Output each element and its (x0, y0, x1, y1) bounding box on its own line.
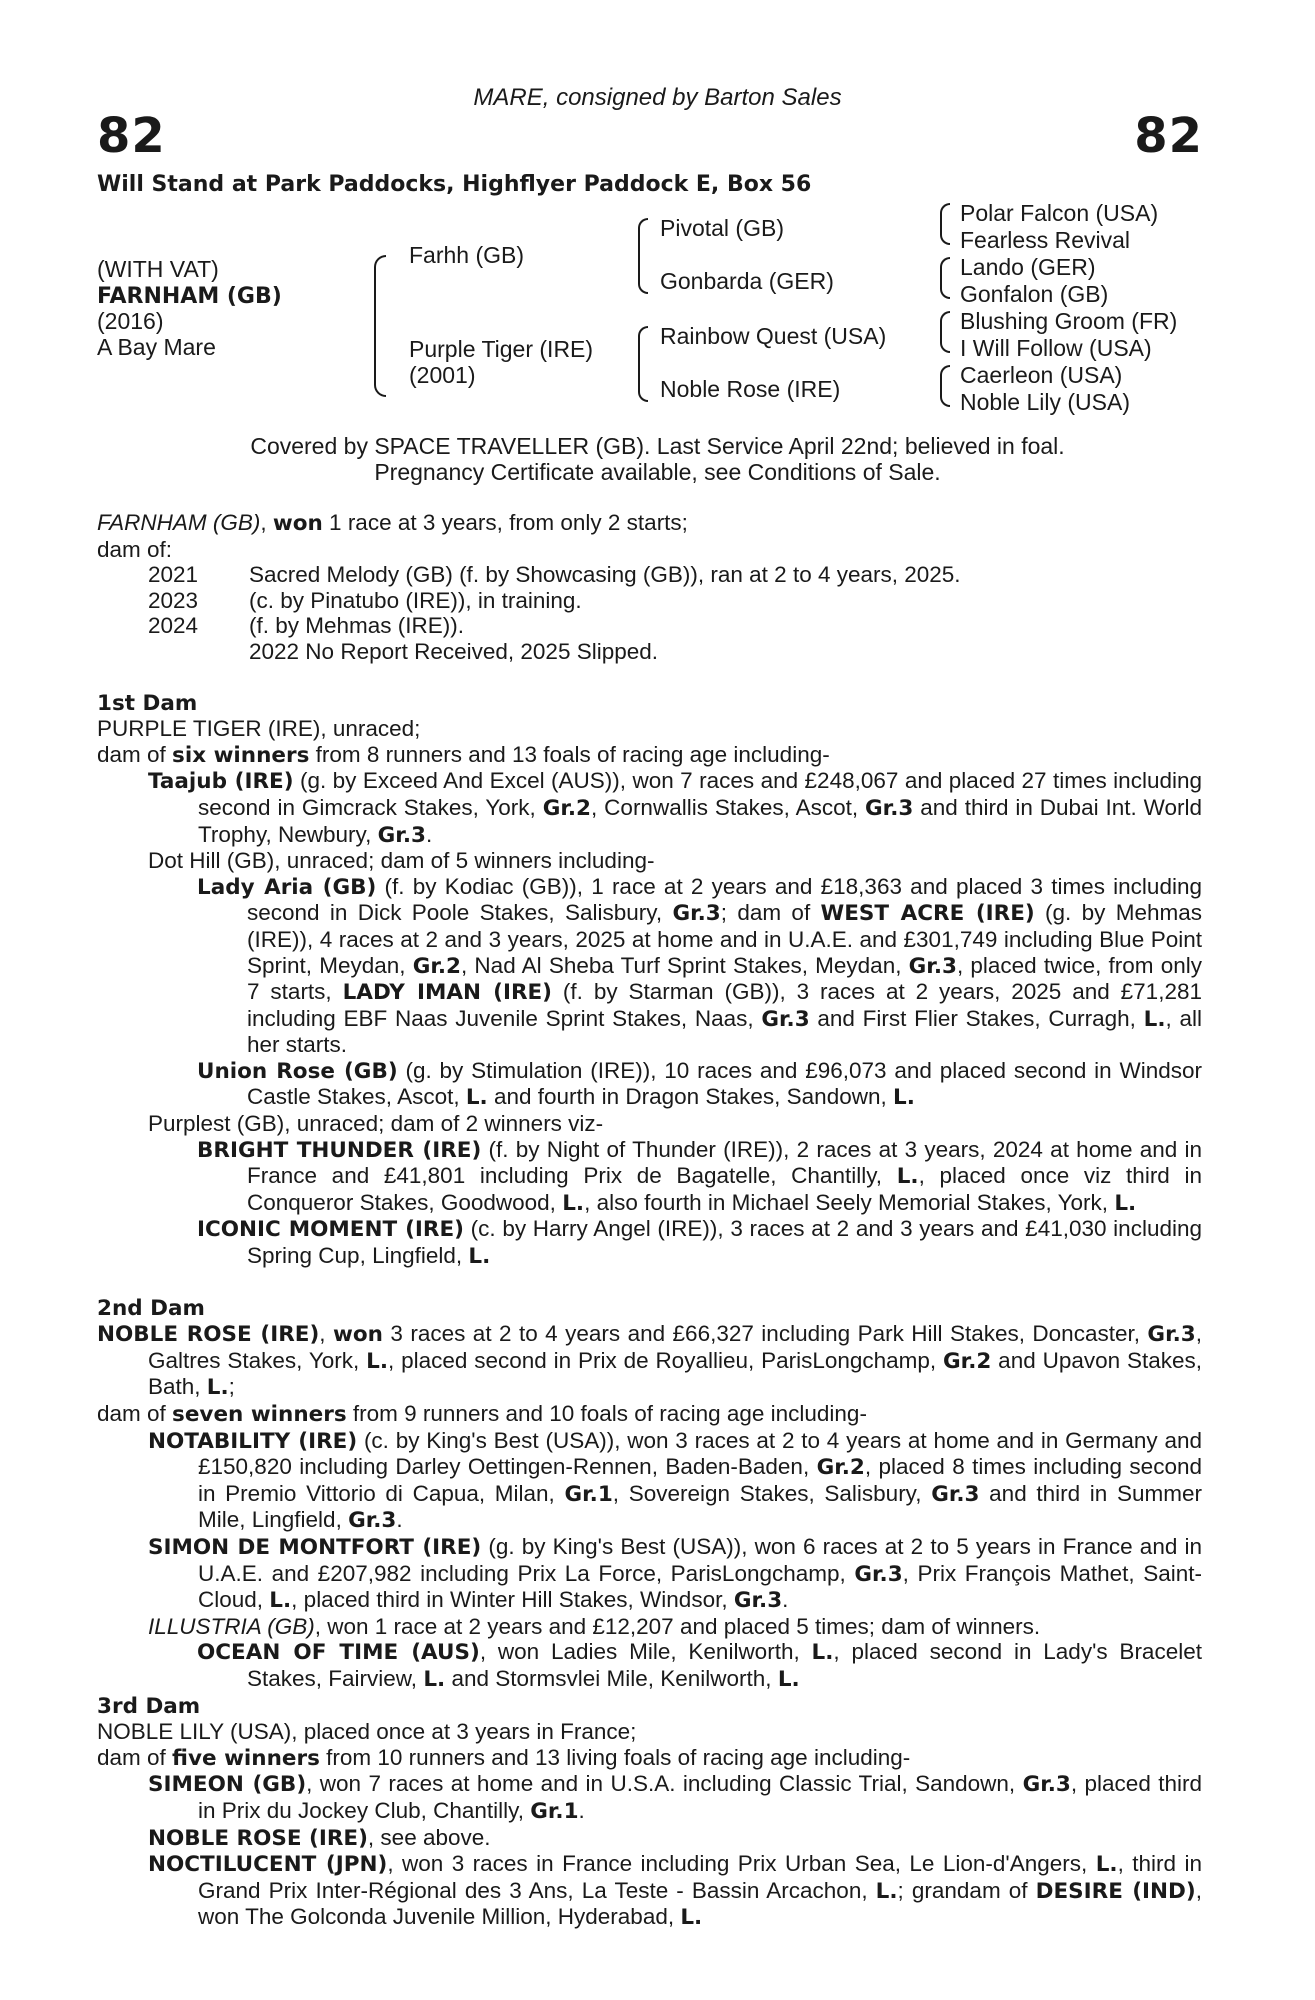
dam-of-label: dam of: (97, 536, 173, 562)
horse-description: A Bay Mare (97, 334, 216, 360)
produce-entry: ICONIC MOMENT (IRE) (c. by Harry Angel (IRE)), 3 races at 2 and 3 years and £41,030 including Spring Cup, Lingfield, L. (197, 1216, 1203, 1270)
ancestor-4: Gonfalon (GB) (960, 281, 1109, 307)
produce-entry: ILLUSTRIA (GB), won 1 race at 2 years and £12,207 and placed 5 times; dam of winners. (148, 1613, 1041, 1639)
third-dam-produce: dam of five winners from 10 runners and 13 living foals of racing age including- (97, 1744, 911, 1771)
third-dam-heading: 3rd Dam (97, 1693, 201, 1719)
sire-sire: Pivotal (GB) (660, 215, 784, 241)
ancestor-3: Lando (GER) (960, 254, 1096, 280)
dam-year: (2001) (409, 362, 476, 388)
foal-row: 2023 (c. by Pinatubo (IRE)), in training. (148, 587, 582, 613)
produce-entry: Dot Hill (GB), unraced; dam of 5 winners including- (148, 848, 655, 874)
mare-record: FARNHAM (GB), won 1 race at 3 years, from only 2 starts; (97, 510, 688, 536)
lot-number-left: 82 (97, 108, 166, 164)
produce-entry: Taajub (IRE) (g. by Exceed And Excel (AUS)), won 7 races and £248,067 and placed 27 times including second in Gimcrack Stakes, York, Gr.2, Cornwallis Stakes, Ascot, Gr.3 and third in Dubai Int. World Trophy, Newbury, Gr.3. (148, 768, 1203, 848)
catalogue-body (97, 510, 1202, 1931)
horse-name: FARNHAM (GB) (97, 284, 282, 309)
sire-name: Farhh (GB) (409, 242, 525, 268)
stand-location: Will Stand at Park Paddocks, Highflyer Paddock E, Box 56 (97, 172, 812, 197)
ancestor-8: Noble Lily (USA) (960, 389, 1130, 415)
horse-year: (2016) (97, 308, 164, 334)
ancestor-1: Polar Falcon (USA) (960, 200, 1159, 226)
bracket-generation-1 (374, 255, 386, 397)
produce-entry: SIMON DE MONTFORT (IRE) (g. by King's Best (USA)), won 6 races at 2 to 5 years in France and in U.A.E. and £207,982 including Prix La Force, ParisLongchamp, Gr.3, Prix François Mathet, Saint-Cloud, L., placed third in Winter Hill Stakes, Windsor, Gr.3. (148, 1533, 1202, 1614)
dam-dam: Noble Rose (IRE) (660, 376, 841, 402)
first-dam-produce: dam of six winners from 8 runners and 13 foals of racing age including- (97, 741, 830, 768)
bracket-sire-side (638, 218, 648, 294)
bracket-g3-2 (940, 257, 950, 299)
produce-entry: SIMEON (GB), won 7 races at home and in U.S.A. including Classic Trial, Sandown, Gr.3, placed third in Prix du Jockey Club, Chantilly, Gr.1. (148, 1771, 1202, 1824)
bracket-g3-4 (940, 365, 950, 407)
consignment-line: MARE, consigned by Barton Sales (473, 84, 842, 111)
ancestor-6: I Will Follow (USA) (960, 335, 1152, 361)
bracket-dam-side (638, 326, 648, 402)
produce-entry: Lady Aria (GB) (f. by Kodiac (GB)), 1 race at 2 years and £18,363 and placed 3 times including second in Dick Poole Stakes, Salisbury, Gr.3; dam of WEST ACRE (IRE) (g. by Mehmas (IRE)), 4 races at 2 and 3 years, 2025 at home and in U.A.E. and £301,749 including Blue Point Sprint, Meydan, Gr.2, Nad Al Sheba Turf Sprint Stakes, Meydan, Gr.3, placed twice, from only 7 starts, LADY IMAN (IRE) (f. by Starman (GB)), 3 races at 2 years, 2025 and £71,281 including EBF Naas Juvenile Sprint Stakes, Naas, Gr.3 and First Flier Stakes, Curragh, L., all her starts. (197, 873, 1203, 1058)
ancestor-7: Caerleon (USA) (960, 362, 1123, 388)
foal-note: 2022 No Report Received, 2025 Slipped. (249, 638, 659, 664)
produce-entry: OCEAN OF TIME (AUS), won Ladies Mile, Kenilworth, L., placed second in Lady's Bracelet Stakes, Fairview, L. and Stormsvlei Mile, Kenilworth, L. (197, 1639, 1202, 1692)
produce-entry: Purplest (GB), unraced; dam of 2 winners viz- (148, 1111, 604, 1137)
sire-dam: Gonbarda (GER) (660, 268, 834, 294)
covered-line: Covered by SPACE TRAVELLER (GB). Last Service April 22nd; believed in foal. (250, 433, 1065, 459)
first-dam-heading: 1st Dam (97, 690, 198, 716)
produce-entry: NOBLE ROSE (IRE), see above. (148, 1824, 491, 1851)
vat-label: (WITH VAT) (97, 256, 219, 282)
lot-number-right: 82 (1134, 108, 1203, 164)
ancestor-2: Fearless Revival (960, 227, 1130, 253)
second-dam-record: NOBLE ROSE (IRE), won 3 races at 2 to 4 years and £66,327 including Park Hill Stakes, Doncaster, Gr.3, Galtres Stakes, York, L., placed second in Prix de Royallieu, ParisLongchamp, Gr.2 and Upavon Stakes, Bath, L.; (97, 1321, 1202, 1401)
produce-entry: BRIGHT THUNDER (IRE) (f. by Night of Thunder (IRE)), 2 races at 3 years, 2024 at home and in France and £41,801 including Prix de Bagatelle, Chantilly, L., placed once viz third in Conqueror Stakes, Goodwood, L., also fourth in Michael Seely Memorial Stakes, York, L. (197, 1136, 1202, 1216)
first-dam-line: PURPLE TIGER (IRE), unraced; (97, 716, 421, 742)
foal-row: 2024 (f. by Mehmas (IRE)). (148, 613, 465, 639)
produce-entry: Union Rose (GB) (g. by Stimulation (IRE)), 10 races and £96,073 and placed second in Windsor Castle Stakes, Ascot, L. and fourth in Dragon Stakes, Sandown, L. (197, 1057, 1203, 1111)
ancestor-5: Blushing Groom (FR) (960, 308, 1178, 334)
bracket-g3-3 (940, 311, 950, 353)
third-dam-line: NOBLE LILY (USA), placed once at 3 years in France; (97, 1719, 637, 1745)
bracket-g3-1 (940, 203, 950, 245)
second-dam-produce: dam of seven winners from 9 runners and 10 foals of racing age including- (97, 1401, 867, 1427)
produce-entry: NOTABILITY (IRE) (c. by King's Best (USA)), won 3 races at 2 to 4 years at home and in Germany and £150,820 including Darley Oettingen-Rennen, Baden-Baden, Gr.2, placed 8 times including second in Premio Vittorio di Capua, Milan, Gr.1, Sovereign Stakes, Salisbury, Gr.3 and third in Summer Mile, Lingfield, Gr.3. (148, 1427, 1202, 1534)
dam-sire: Rainbow Quest (USA) (660, 323, 887, 349)
second-dam-heading: 2nd Dam (97, 1295, 205, 1321)
dam-name: Purple Tiger (IRE) (409, 336, 594, 362)
foal-row: 2021 Sacred Melody (GB) (f. by Showcasing (GB)), ran at 2 to 4 years, 2025. (148, 562, 961, 588)
produce-entry: NOCTILUCENT (JPN), won 3 races in France including Prix Urban Sea, Le Lion-d'Angers, L., third in Grand Prix Inter-Régional des 3 Ans, La Teste - Bassin Arcachon, L.; grandam of DESIRE (IND), won The Golconda Juvenile Million, Hyderabad, L. (148, 1851, 1202, 1931)
pregnancy-line: Pregnancy Certificate available, see Conditions of Sale. (374, 459, 941, 485)
